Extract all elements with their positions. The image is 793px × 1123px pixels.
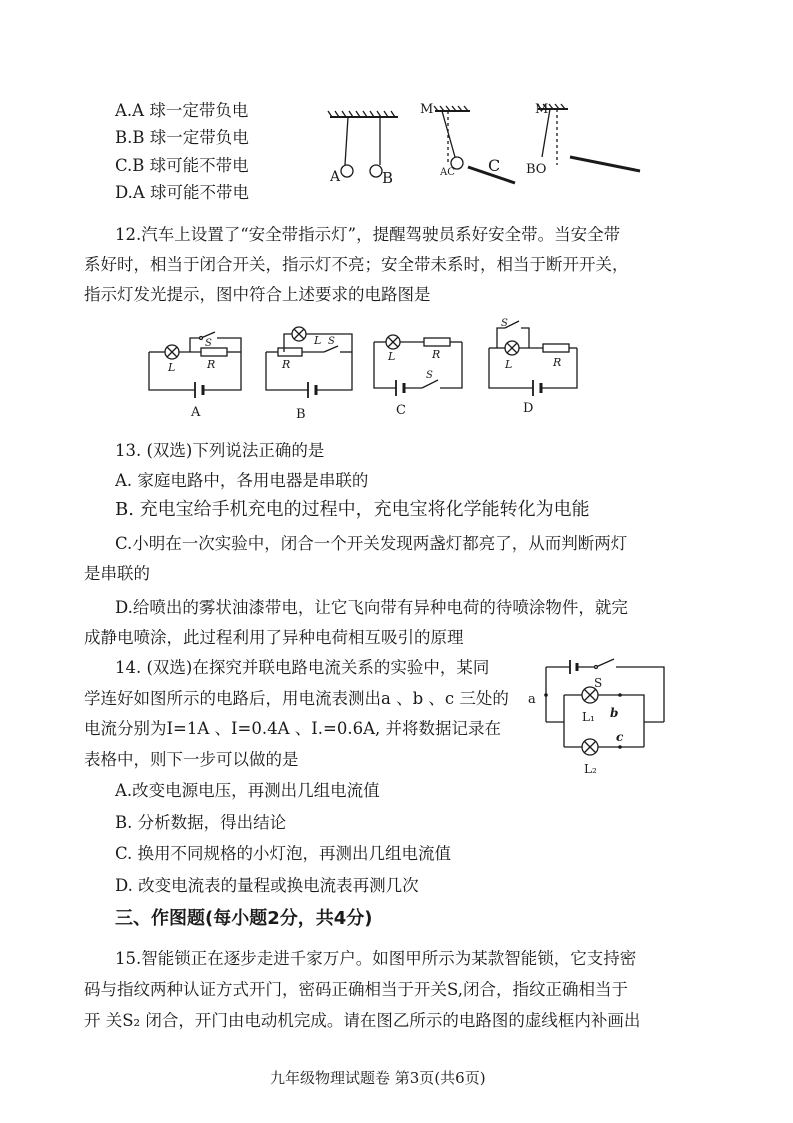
q13-stem: 13. (双选)下列说法正确的是 [115,441,325,460]
q12-a-switch-label: S [205,338,212,349]
q11-label-ac: AC [440,167,455,178]
q15-line-3: 开 关S₂ 闭合，开门由电动机完成。请在图乙所示的电路图的虚线框内补画出 [84,1011,641,1030]
q11-figure [320,95,580,195]
q12-a-label: A [191,405,201,420]
q14-option-b: B. 分析数据，得出结论 [115,813,287,832]
q14-label-l2: L₂ [584,762,597,776]
q12-line-2: 系好时，相当于闭合开关，指示灯不亮；安全带未系时，相当于断开开关， [84,255,629,274]
q13-option-c-cont: 是串联的 [84,564,150,583]
q11-panel-3 [537,104,640,171]
q14-label-l1: L₁ [582,710,595,724]
q12-circuit-b [262,322,362,422]
q12-line-3: 指示灯发光提示，图中符合上述要求的电路图是 [84,285,431,304]
q11-label-a: A [330,169,341,185]
q11-label-b: B [382,169,394,187]
page-footer: 九年级物理试题卷 第3页(共6页) [270,1069,486,1087]
q11-label-c: C [488,156,501,175]
section-3-heading: 三、作图题(每小题2分，共4分) [115,908,373,929]
q12-c-label: C [396,403,406,418]
q11-label-bo: BO [526,162,547,177]
q12-line-1: 12.汽车上设置了“安全带指示灯”，提醒驾驶员系好安全带。当安全带 [115,225,621,244]
q15-line-1: 15.智能锁正在逐步走进千家万户。如图甲所示为某款智能锁，它支持密 [115,949,637,968]
q14-line-3: 电流分别为I=1A 、I=0.4A 、I.=0.6A, 并将数据记录在 [84,719,501,738]
q14-label-s: S [594,676,603,690]
q14-option-c: C. 换用不同规格的小灯泡，再测出几组电流值 [115,844,452,863]
q12-d-switch-label: S [501,318,508,329]
q12-c-resistor-label: R [432,348,441,361]
q12-a-lamp-label: L [168,361,176,374]
q14-option-d: D. 改变电流表的量程或换电流表再测几次 [115,876,419,895]
q12-d-lamp-label: L [505,358,513,371]
q11-option-a: A.A 球一定带负电 [115,101,249,120]
q12-circuit-c [370,328,470,418]
q14-option-a: A.改变电源电压，再测出几组电流值 [115,781,380,800]
q14-line-1: 14. (双选)在探究并联电路电流关系的实验中，某同 [115,658,490,677]
q12-d-label: D [523,401,534,416]
q14-label-c: c [616,730,624,744]
q14-label-b: b [610,706,619,720]
q11-panel-1 [328,111,398,177]
q11-option-d: D.A 球可能不带电 [115,183,250,202]
q13-option-d: D.给喷出的雾状油漆带电，让它飞向带有异种电荷的待喷涂物件，就完 [115,598,628,617]
q13-option-d-cont: 成静电喷涂，此过程利用了异种电荷相互吸引的原理 [84,628,464,647]
q12-c-switch-label: S [426,370,433,381]
q11-label-m2: M [535,102,549,117]
q14-label-a: a [528,692,536,707]
q12-c-lamp-label: L [388,350,396,363]
q11-label-m1: M [420,102,434,117]
q11-option-c: C.B 球可能不带电 [115,156,249,175]
q12-b-resistor-label: R [282,358,291,371]
q12-b-switch-label: S [328,336,335,347]
q12-a-resistor-label: R [207,358,216,371]
q12-d-resistor-label: R [553,356,562,369]
q12-circuit-d [485,318,585,414]
q14-line-4: 表格中，则下一步可以做的是 [84,750,299,769]
q15-line-2: 码与指纹两种认证方式开门，密码正确相当于开关S,闭合，指纹正确相当于 [84,980,628,999]
q13-option-a: A. 家庭电路中，各用电器是串联的 [115,471,369,490]
q12-circuit-a [145,328,245,418]
q12-b-label: B [296,407,306,422]
q14-line-2: 学连好如图所示的电路后，用电流表测出a 、b 、c 三处的 [84,689,509,708]
q14-circuit [528,655,675,777]
q12-b-lamp-label: L [314,334,322,347]
q13-option-b: B. 充电宝给手机充电的过程中，充电宝将化学能转化为电能 [115,499,590,520]
q13-option-c: C.小明在一次实验中，闭合一个开关发现两盏灯都亮了，从而判断两灯 [115,534,628,553]
q11-option-b: B.B 球一定带负电 [115,128,249,147]
